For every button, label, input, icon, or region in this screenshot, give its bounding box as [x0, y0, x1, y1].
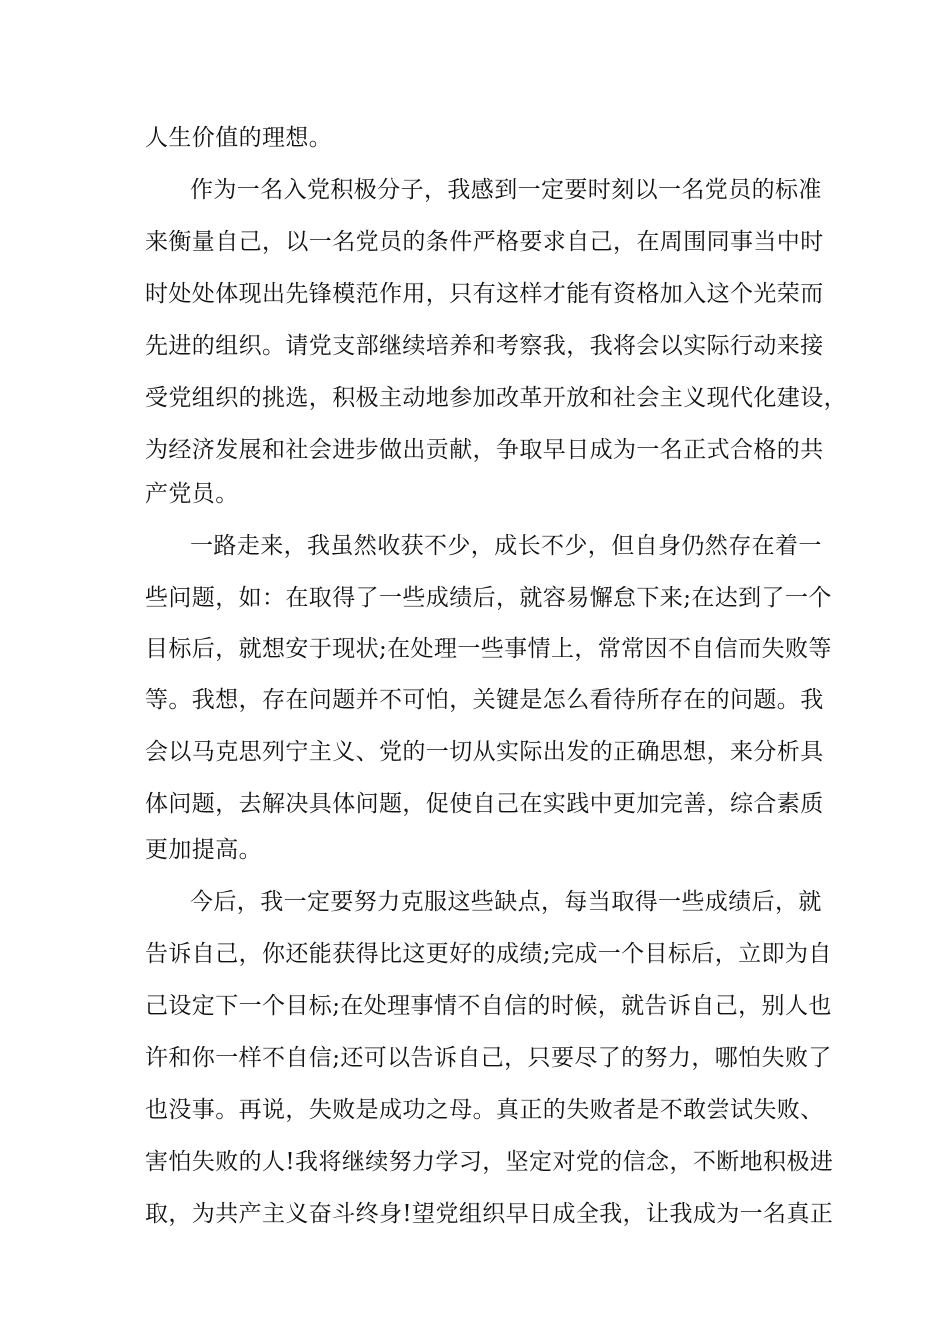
- text-line: 体问题，去解决具体问题，促使自己在实践中更加完善，综合素质: [145, 791, 824, 817]
- paragraph-start-line: 一路走来，我虽然收获不少，成长不少，但自身仍然存在着一: [190, 533, 822, 559]
- text-line: 人生价值的理想。: [145, 125, 333, 151]
- text-line: 许和你一样不自信;还可以告诉自己，只要尽了的努力，哪怕失败了: [145, 1045, 832, 1071]
- text-line: 害怕失败的人!我将继续努力学习，坚定对党的信念，不断地积极进: [145, 1149, 834, 1175]
- text-line: 也没事。再说，失败是成功之母。真正的失败者是不敢尝试失败、: [145, 1097, 824, 1123]
- text-line: 为经济发展和社会进步做出贡献，争取早日成为一名正式合格的共: [145, 437, 824, 463]
- text-line: 会以马克思列宁主义、党的一切从实际出发的正确思想，来分析具: [145, 739, 824, 765]
- text-line: 更加提高。: [145, 837, 262, 863]
- text-line: 时处处体现出先锋模范作用，只有这样才能有资格加入这个光荣而: [145, 281, 824, 307]
- text-line: 些问题，如：在取得了一些成绩后，就容易懈怠下来;在达到了一个: [145, 585, 832, 611]
- paragraph-start-line: 今后，我一定要努力克服这些缺点，每当取得一些成绩后，就: [190, 889, 822, 915]
- text-line: 己设定下一个目标;在处理事情不自信的时候，就告诉自己，别人也: [145, 993, 832, 1019]
- text-line: 告诉自己，你还能获得比这更好的成绩;完成一个目标后，立即为自: [145, 941, 832, 967]
- paragraph-start-line: 作为一名入党积极分子，我感到一定要时刻以一名党员的标准: [190, 177, 822, 203]
- text-line: 取，为共产主义奋斗终身!望党组织早日成全我，让我成为一名真正: [145, 1201, 834, 1227]
- text-line: 来衡量自己，以一名党员的条件严格要求自己，在周围同事当中时: [145, 229, 824, 255]
- text-line: 受党组织的挑选，积极主动地参加改革开放和社会主义现代化建设，: [145, 385, 847, 411]
- text-line: 等。我想，存在问题并不可怕，关键是怎么看待所存在的问题。我: [145, 687, 824, 713]
- text-line: 目标后，就想安于现状;在处理一些事情上，常常因不自信而失败等: [145, 636, 832, 662]
- text-line: 产党员。: [145, 481, 239, 507]
- text-line: 先进的组织。请党支部继续培养和考察我，我将会以实际行动来接: [145, 333, 824, 359]
